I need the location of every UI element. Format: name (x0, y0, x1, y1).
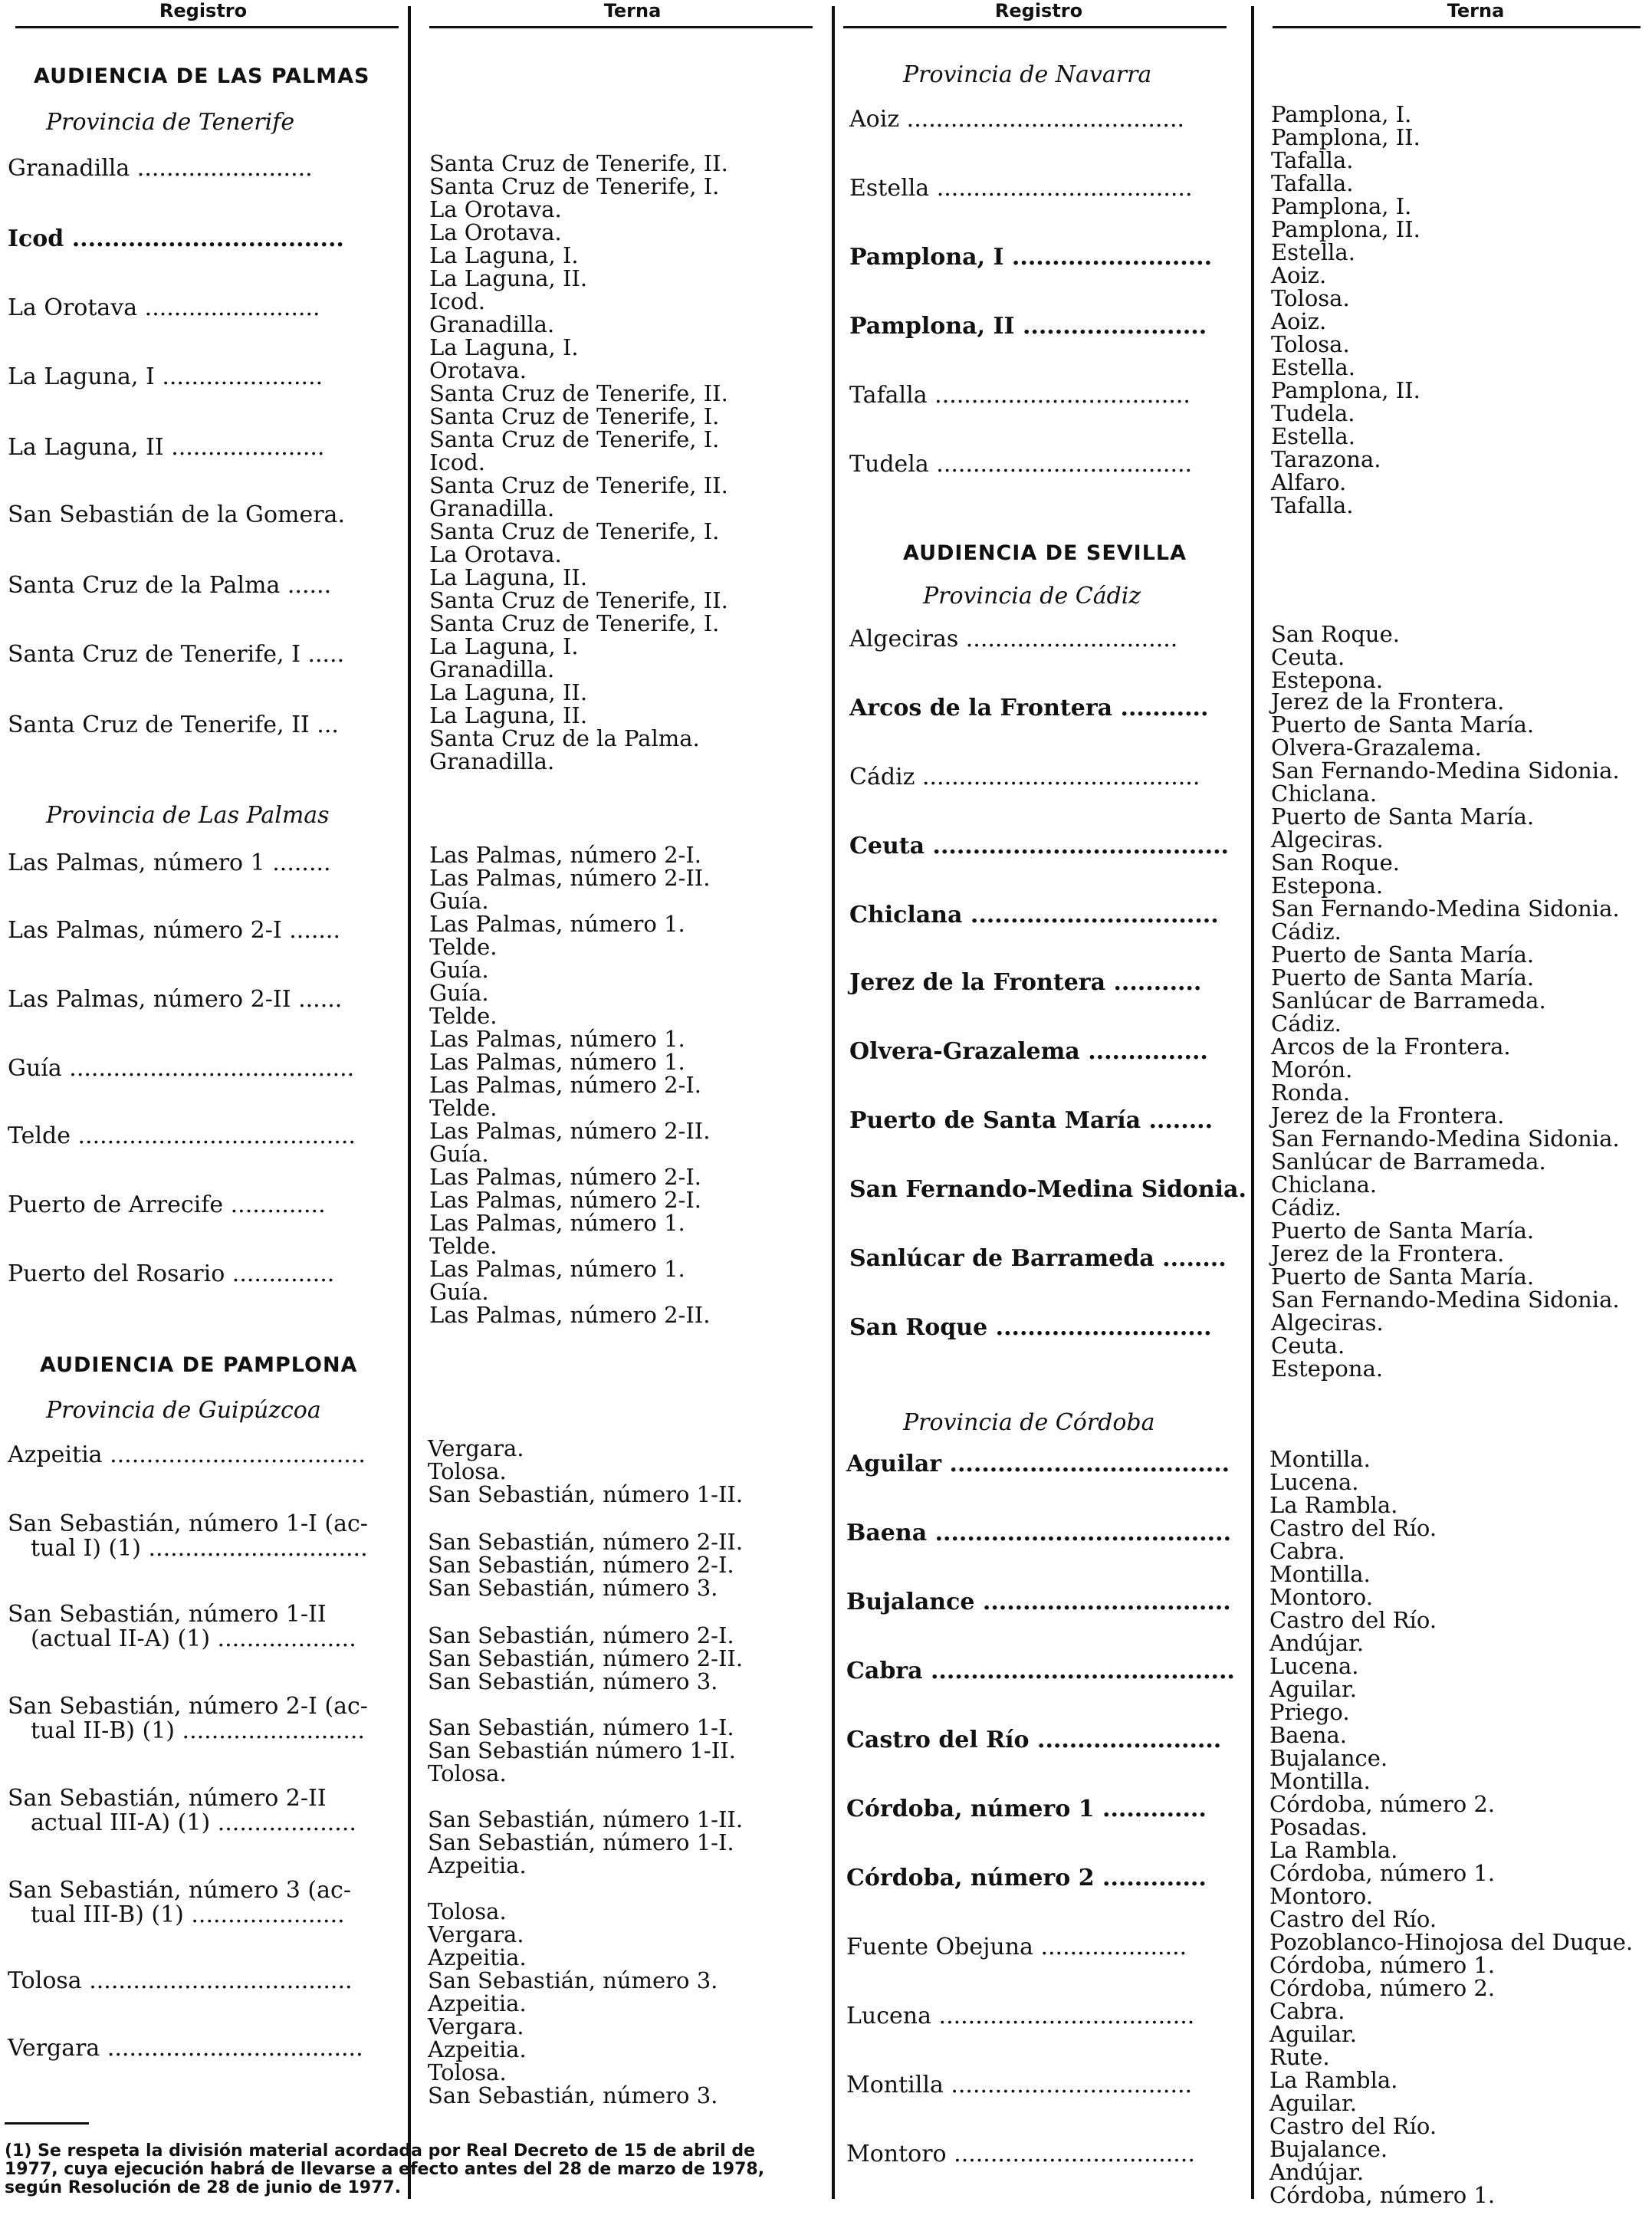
provincia-heading: Provincia de Córdoba (903, 1409, 1155, 1436)
registro-entry: Aguilar ................................... (846, 1451, 1230, 1477)
terna-group: Las Palmas, número 2-II. Guía. Las Palmas, número 2-I. (429, 1118, 711, 1190)
footnote: (1) Se respeta la división material acordada por Real Decreto de 15 de abril de 1977, cuya ejecución habrá de llevarse a efecto antes del 28 de marzo de 1978, según Resolución de 28 de junio de 1977. (5, 2141, 765, 2197)
terna-group: La Laguna, I. Granadilla. La Laguna, II. (429, 633, 588, 705)
column-divider (408, 6, 411, 2199)
terna-group: Castro del Río. Cabra. Montilla. (1269, 1515, 1437, 1587)
registro-entry: Las Palmas, número 2-I ....... (8, 917, 341, 944)
registro-entry: Montoro ................................. (846, 2141, 1195, 2167)
header-terna-right: Terna (1447, 0, 1505, 21)
terna-group: Granadilla. Santa Cruz de Tenerife, I. La Orotava. (429, 495, 720, 567)
terna-group: Las Palmas, número 2-I. Las Palmas, número 1. Telde. (429, 1187, 702, 1259)
header-terna-left: Terna (603, 0, 662, 21)
terna-group: San Sebastián, número 1-I. San Sebastián número 1-II. Tolosa. (428, 1714, 736, 1786)
provincia-heading: Provincia de Navarra (903, 61, 1152, 88)
terna-group: Santa Cruz de Tenerife, II. Santa Cruz de Tenerife, I. La Orotava. (429, 150, 728, 222)
terna-group: Bujalance. Andújar. Córdoba, número 1. (1269, 2136, 1496, 2208)
terna-group: Tafalla. Pamplona, I. Pamplona, II. (1271, 170, 1420, 242)
terna-group: Orotava. Santa Cruz de Tenerife, II. Santa Cruz de Tenerife, I. (429, 357, 728, 429)
registro-entry: Las Palmas, número 1 ........ (8, 850, 331, 876)
terna-group: Chiclana. Cádiz. Puerto de Santa María. (1271, 1172, 1535, 1244)
registro-entry: Puerto de Arrecife ............. (8, 1191, 326, 1218)
terna-group: San Sebastián, número 3. Azpeitia. Vergara. (428, 1967, 718, 2039)
registro-entry: Montilla ................................. (846, 2072, 1193, 2098)
terna-group: Algeciras. Ceuta. Estepona. (1271, 1310, 1384, 1382)
audiencia-heading: AUDIENCIA DE SEVILLA (903, 541, 1187, 565)
registro-entry: Tafalla ................................... (849, 382, 1191, 409)
provincia-heading: Provincia de Guipúzcoa (46, 1397, 321, 1424)
terna-group: San Fernando-Medina Sidonia. Chiclana. Puerto de Santa María. (1271, 758, 1620, 830)
terna-group: Icod. Granadilla. La Laguna, I. (429, 288, 579, 360)
header-registro-right: Registro (994, 0, 1083, 21)
registro-entry: Sanlúcar de Barrameda ........ (849, 1245, 1227, 1272)
terna-group: Las Palmas, número 1. Telde. Guía. (429, 911, 685, 983)
header-rule (843, 26, 1227, 28)
registro-entry: Puerto de Santa María ........ (849, 1107, 1214, 1134)
terna-group: Pozoblanco-Hinojosa del Duque. Córdoba, número 1. Córdoba, número 2. (1269, 1929, 1634, 2001)
terna-group: Vergara. Tolosa. San Sebastián, número 1-II. (428, 1435, 744, 1507)
header-rule (15, 26, 399, 28)
terna-group: San Sebastián, número 2-II. San Sebastián, número 2-I. San Sebastián, número 3. (428, 1529, 744, 1601)
terna-group: Guía. Telde. Las Palmas, número 1. (429, 980, 685, 1052)
audiencia-heading: AUDIENCIA DE PAMPLONA (40, 1353, 358, 1377)
column-divider (832, 6, 835, 2199)
column-divider (1251, 6, 1254, 2199)
registro-entry: Baena ..................................... (846, 1520, 1232, 1546)
registro-entry: tual II-B) (1) ......................... (31, 1717, 365, 1744)
terna-group: La Laguna, II. Santa Cruz de la Palma. Granadilla. (429, 702, 700, 774)
terna-group: San Fernando-Medina Sidonia. Cádiz. Puerto de Santa María. (1271, 896, 1620, 968)
registro-entry: tual III-B) (1) ..................... (31, 1901, 345, 1928)
terna-group: Aoiz. Tolosa. Estella. (1271, 308, 1355, 380)
registro-entry: Cabra ...................................... (846, 1658, 1235, 1684)
terna-group: San Sebastián, número 2-I. San Sebastián, número 2-II. San Sebastián, número 3. (428, 1622, 744, 1694)
registro-entry: La Laguna, I ...................... (8, 363, 324, 390)
provincia-heading: Provincia de Cádiz (923, 583, 1141, 610)
terna-group: San Roque. Ceuta. Estepona. (1271, 621, 1400, 693)
terna-group: Tolosa. Vergara. Azpeitia. (428, 1898, 527, 1970)
registro-entry: (actual II-A) (1) ................... (31, 1625, 356, 1652)
header-registro-left: Registro (159, 0, 248, 21)
registro-entry: Cádiz ...................................... (849, 764, 1200, 790)
registro-entry: Pamplona, II ....................... (849, 313, 1207, 340)
registro-entry: Las Palmas, número 2-II ...... (8, 986, 343, 1013)
registro-entry: Icod .................................. (8, 225, 344, 252)
registro-entry: Olvera-Grazalema ............... (849, 1038, 1208, 1065)
terna-group: Montilla. Lucena. La Rambla. (1269, 1446, 1398, 1518)
terna-group: Jerez de la Frontera. Puerto de Santa María. Olvera-Grazalema. (1271, 688, 1535, 761)
terna-group: Córdoba, número 1. Montoro. Castro del Río. (1269, 1860, 1496, 1932)
registro-entry: Tolosa .................................... (8, 1967, 353, 1994)
registro-entry: actual III-A) (1) ................... (31, 1809, 356, 1836)
terna-group: Algeciras. San Roque. Estepona. (1271, 827, 1400, 899)
registro-entry: Guía ....................................... (8, 1055, 355, 1082)
terna-group: Las Palmas, número 1. Guía. Las Palmas, número 2-II. (429, 1256, 711, 1328)
registro-entry: Arcos de la Frontera ........... (849, 695, 1209, 721)
terna-group: Puerto de Santa María. Sanlúcar de Barrameda. Cádiz. (1271, 965, 1546, 1037)
registro-entry: Córdoba, número 1 ............. (846, 1796, 1207, 1822)
terna-group: Las Palmas, número 1. Las Palmas, número 2-I. Telde. (429, 1049, 702, 1121)
registro-entry: Jerez de la Frontera ........... (849, 969, 1202, 996)
header-rule (1273, 26, 1641, 28)
terna-group: La Orotava. La Laguna, I. La Laguna, II. (429, 219, 588, 291)
terna-group: Tarazona. Alfaro. Tafalla. (1271, 446, 1381, 518)
terna-group: Cabra. Aguilar. Rute. (1269, 1998, 1357, 2070)
registro-entry: San Sebastián, número 1-I (ac- (8, 1510, 368, 1537)
registro-entry: Ceuta ..................................... (849, 833, 1229, 859)
terna-group: San Sebastián, número 1-II. San Sebastián, número 1-I. Azpeitia. (428, 1806, 744, 1878)
registro-entry: Santa Cruz de la Palma ...... (8, 572, 332, 599)
registro-entry: San Sebastián, número 2-I (ac- (8, 1693, 368, 1720)
registro-entry: Córdoba, número 2 ............. (846, 1865, 1207, 1891)
registro-entry: San Roque ........................... (849, 1314, 1212, 1341)
registro-entry: Chiclana ............................... (849, 902, 1219, 928)
header-rule (429, 26, 813, 28)
registro-entry: Bujalance ............................... (846, 1589, 1231, 1615)
registro-entry: Santa Cruz de Tenerife, I ..... (8, 641, 345, 668)
registro-entry: San Sebastián, número 1-II (8, 1601, 327, 1628)
terna-group: La Rambla. Aguilar. Castro del Río. (1269, 2067, 1437, 2139)
terna-group: Lucena. Aguilar. Priego. (1269, 1653, 1359, 1725)
registro-entry: San Fernando-Medina Sidonia. (849, 1176, 1246, 1203)
terna-group: Jerez de la Frontera. San Fernando-Medina Sidonia. Sanlúcar de Barrameda. (1271, 1103, 1620, 1175)
terna-group: Baena. Bujalance. Montilla. (1269, 1722, 1388, 1794)
terna-group: Montoro. Castro del Río. Andújar. (1269, 1584, 1437, 1656)
registro-entry: Castro del Río ....................... (846, 1727, 1222, 1753)
registro-entry: San Sebastián, número 2-II (8, 1785, 327, 1812)
registro-entry: Pamplona, I ......................... (849, 244, 1213, 271)
registro-entry: Fuente Obejuna .................... (846, 1934, 1187, 1960)
registro-entry: La Laguna, II ..................... (8, 434, 325, 461)
footnote-rule (5, 2122, 89, 2125)
registro-entry: Estella ................................... (849, 175, 1193, 202)
provincia-heading: Provincia de Tenerife (46, 109, 295, 136)
terna-group: Las Palmas, número 2-I. Las Palmas, número 2-II. Guía. (429, 842, 711, 914)
registro-entry: Santa Cruz de Tenerife, II ... (8, 711, 339, 738)
terna-group: Pamplona, II. Tudela. Estella. (1271, 377, 1420, 449)
terna-group: Azpeitia. Tolosa. San Sebastián, número 3. (428, 2036, 718, 2108)
registro-entry: Granadilla ........................ (8, 155, 313, 182)
terna-group: Santa Cruz de Tenerife, I. Icod. Santa Cruz de Tenerife, II. (429, 426, 728, 498)
registro-entry: Azpeitia ................................... (8, 1441, 366, 1468)
registro-entry: Lucena ................................... (846, 2003, 1195, 2029)
registro-entry: Telde ...................................... (8, 1122, 356, 1149)
registro-entry: tual I) (1) .............................. (31, 1535, 368, 1562)
registro-entry: San Sebastián de la Gomera. (8, 501, 345, 528)
registro-entry: Algeciras ............................. (849, 626, 1178, 652)
terna-group: La Laguna, II. Santa Cruz de Tenerife, II. Santa Cruz de Tenerife, I. (429, 564, 728, 636)
terna-group: Estella. Aoiz. Tolosa. (1271, 239, 1355, 311)
registro-entry: Tudela ................................... (849, 451, 1193, 478)
registro-entry: La Orotava ........................ (8, 294, 320, 321)
terna-group: Jerez de la Frontera. Puerto de Santa María. San Fernando-Medina Sidonia. (1271, 1241, 1620, 1313)
registro-entry: San Sebastián, número 3 (ac- (8, 1877, 351, 1904)
provincia-heading: Provincia de Las Palmas (46, 802, 330, 829)
terna-group: Córdoba, número 2. Posadas. La Rambla. (1269, 1791, 1496, 1863)
registro-entry: Aoiz ...................................... (849, 106, 1185, 133)
audiencia-heading: AUDIENCIA DE LAS PALMAS (34, 64, 370, 88)
registro-entry: Puerto del Rosario .............. (8, 1260, 335, 1287)
terna-group: Pamplona, I. Pamplona, II. Tafalla. (1271, 101, 1420, 173)
terna-group: Arcos de la Frontera. Morón. Ronda. (1271, 1034, 1511, 1106)
registro-entry: Vergara ................................... (8, 2035, 363, 2062)
